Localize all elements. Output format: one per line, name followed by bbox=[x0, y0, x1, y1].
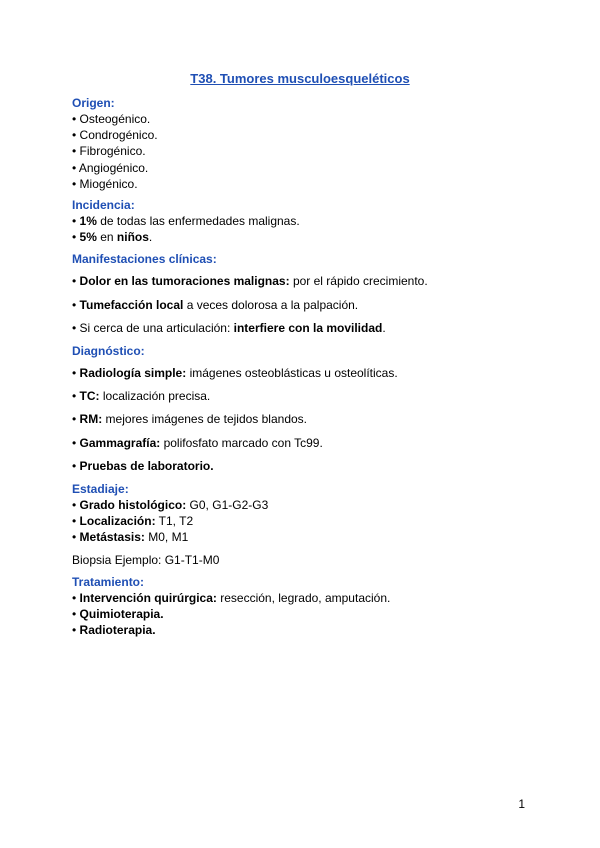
section-origen bbox=[72, 95, 542, 192]
list-item: • 1% de todas las enfermedades malignas. bbox=[72, 214, 300, 229]
list-item: • RM: mejores imágenes de tejidos blandos. bbox=[72, 412, 308, 427]
list-item: • Miogénico. bbox=[72, 176, 138, 191]
list-item: • Radiología simple: imágenes osteoblásticas u osteolíticas. bbox=[72, 366, 398, 381]
page-title: T38. Tumores musculoesqueléticos bbox=[190, 71, 410, 86]
section-heading-tratamiento: Tratamiento: bbox=[72, 574, 145, 589]
list-item: • Pruebas de laboratorio. bbox=[72, 458, 214, 473]
list-item: • Radioterapia. bbox=[72, 623, 156, 638]
section-diagnostico bbox=[72, 343, 542, 474]
section-heading-incidencia: Incidencia: bbox=[72, 198, 135, 213]
biopsy-note: Biopsia Ejemplo: G1-T1-M0 bbox=[72, 552, 220, 567]
section-heading-origen: Origen: bbox=[72, 96, 115, 110]
list-item: • Intervención quirúrgica: resección, legrado, amputación. bbox=[72, 590, 391, 605]
list-item: • 5% en niños. bbox=[72, 230, 153, 245]
list-item: • Si cerca de una articulación: interfiere con la movilidad. bbox=[72, 320, 386, 335]
list-item: • Dolor en las tumoraciones malignas: por el rápido crecimiento. bbox=[72, 274, 428, 289]
list-item: • Gammagrafía: polifosfato marcado con Tc99. bbox=[72, 435, 323, 450]
section-heading-manifestaciones: Manifestaciones clínicas: bbox=[72, 252, 217, 267]
list-item: • Tumefacción local a veces dolorosa a la palpación. bbox=[72, 297, 359, 312]
list-item: • Grado histológico: G0, G1-G2-G3 bbox=[72, 498, 269, 513]
list-item: • Condrogénico. bbox=[72, 128, 158, 143]
section-heading-diagnostico: Diagnóstico: bbox=[72, 344, 145, 359]
list-item: • Angiogénico. bbox=[72, 160, 149, 175]
section-heading-estadiaje: Estadiaje: bbox=[72, 482, 129, 497]
section-incidencia bbox=[72, 197, 542, 245]
section-tratamiento bbox=[72, 574, 542, 639]
list-item: • TC: localización precisa. bbox=[72, 389, 211, 404]
list-item: • Quimioterapia. bbox=[72, 607, 164, 622]
list-item: • Fibrogénico. bbox=[72, 144, 146, 159]
document-body bbox=[72, 95, 542, 643]
list-item: • Osteogénico. bbox=[72, 112, 151, 126]
list-item: • Localización: T1, T2 bbox=[72, 514, 194, 529]
section-manifestaciones bbox=[72, 251, 542, 336]
list-item: • Metástasis: M0, M1 bbox=[72, 530, 189, 545]
page-number: 1 bbox=[518, 797, 525, 811]
section-estadiaje bbox=[72, 481, 542, 568]
